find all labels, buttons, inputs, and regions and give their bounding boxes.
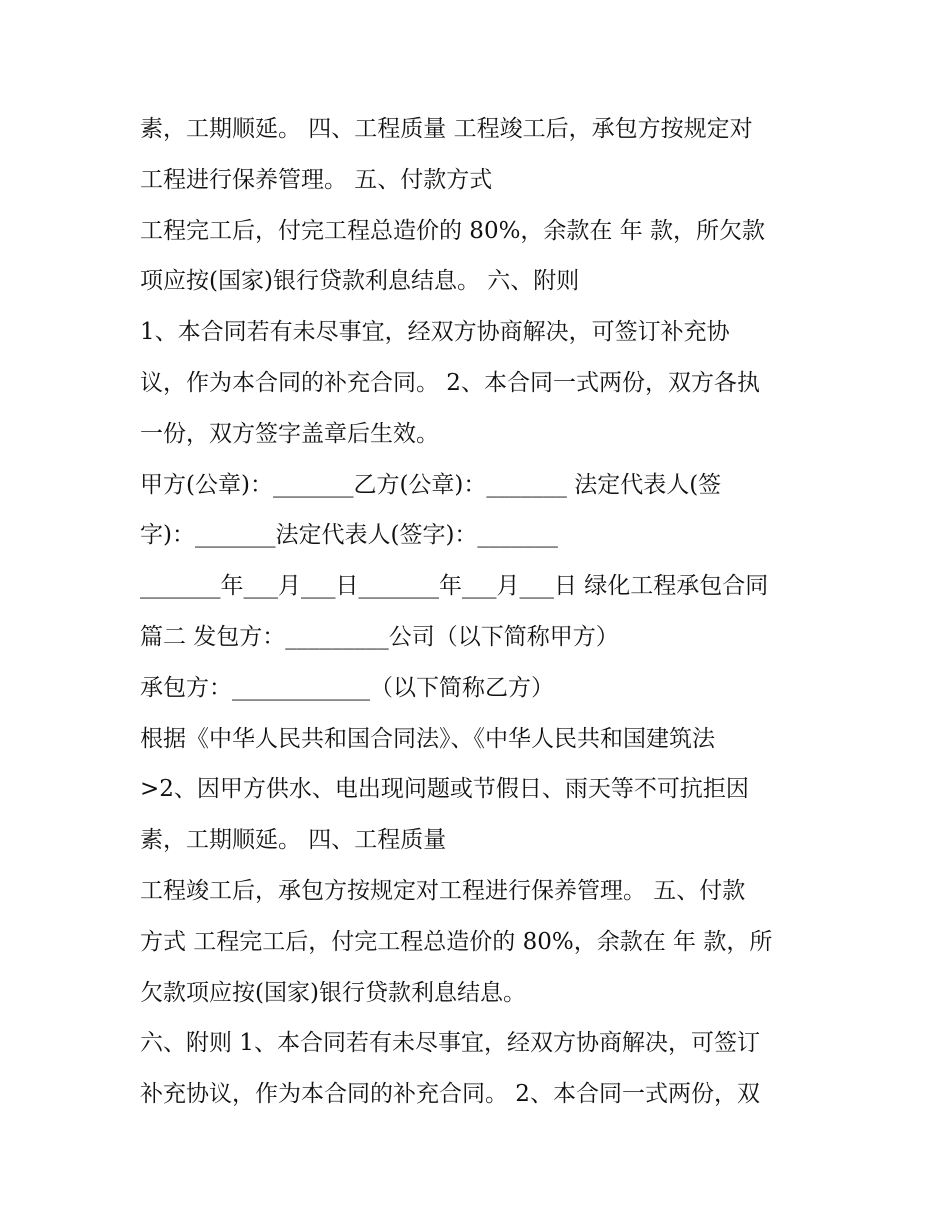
text-line: 工程完工后，付完工程总造价的 80%，余款在 年 款，所欠款: [140, 217, 766, 244]
text-line: 一份，双方签字盖章后生效。: [140, 420, 439, 447]
text-line: 补充协议，作为本合同的补充合同。 2、本合同一式两份，双: [140, 1081, 760, 1108]
text-line: 甲方(公章)：_______乙方(公章)：_______ 法定代表人(签: [140, 471, 722, 498]
text-line: 素，工期顺延。 四、工程质量 工程竣工后，承包方按规定对: [140, 116, 753, 142]
text-line: 根据《中华人民共和国合同法》、《中华人民共和国建筑法: [140, 725, 715, 752]
text-line: 欠款项应按(国家)银行贷款利息结息。: [140, 979, 526, 1006]
text-line: 承包方：____________（以下简称乙方）: [140, 674, 554, 701]
text-line: 工程进行保养管理。 五、付款方式: [140, 166, 493, 193]
text-line: 议，作为本合同的补充合同。 2、本合同一式两份，双方各执: [140, 369, 760, 396]
document-body: [140, 104, 820, 1120]
text-line: 字)：_______法定代表人(签字)：_______: [140, 522, 558, 549]
text-line: 工程竣工后，承包方按规定对工程进行保养管理。 五、付款: [140, 877, 746, 904]
text-line: 1、本合同若有未尽事宜，经双方协商解决，可签订补充协: [140, 319, 730, 346]
text-line: 项应按(国家)银行贷款利息结息。 六、附则: [140, 268, 580, 295]
text-line: 六、附则 1、本合同若有未尽事宜，经双方协商解决，可签订: [140, 1030, 760, 1057]
text-line: >2、因甲方供水、电出现问题或节假日、雨天等不可抗拒因: [140, 776, 749, 803]
text-line: 篇二 发包方：_________公司（以下简称甲方）: [140, 623, 619, 650]
text-line: 素，工期顺延。 四、工程质量: [140, 827, 447, 854]
text-line: _______年___月___日_______年___月___日 绿化工程承包合同: [140, 573, 769, 600]
text-line: 方式 工程完工后，付完工程总造价的 80%，余款在 年 款，所: [140, 928, 773, 955]
